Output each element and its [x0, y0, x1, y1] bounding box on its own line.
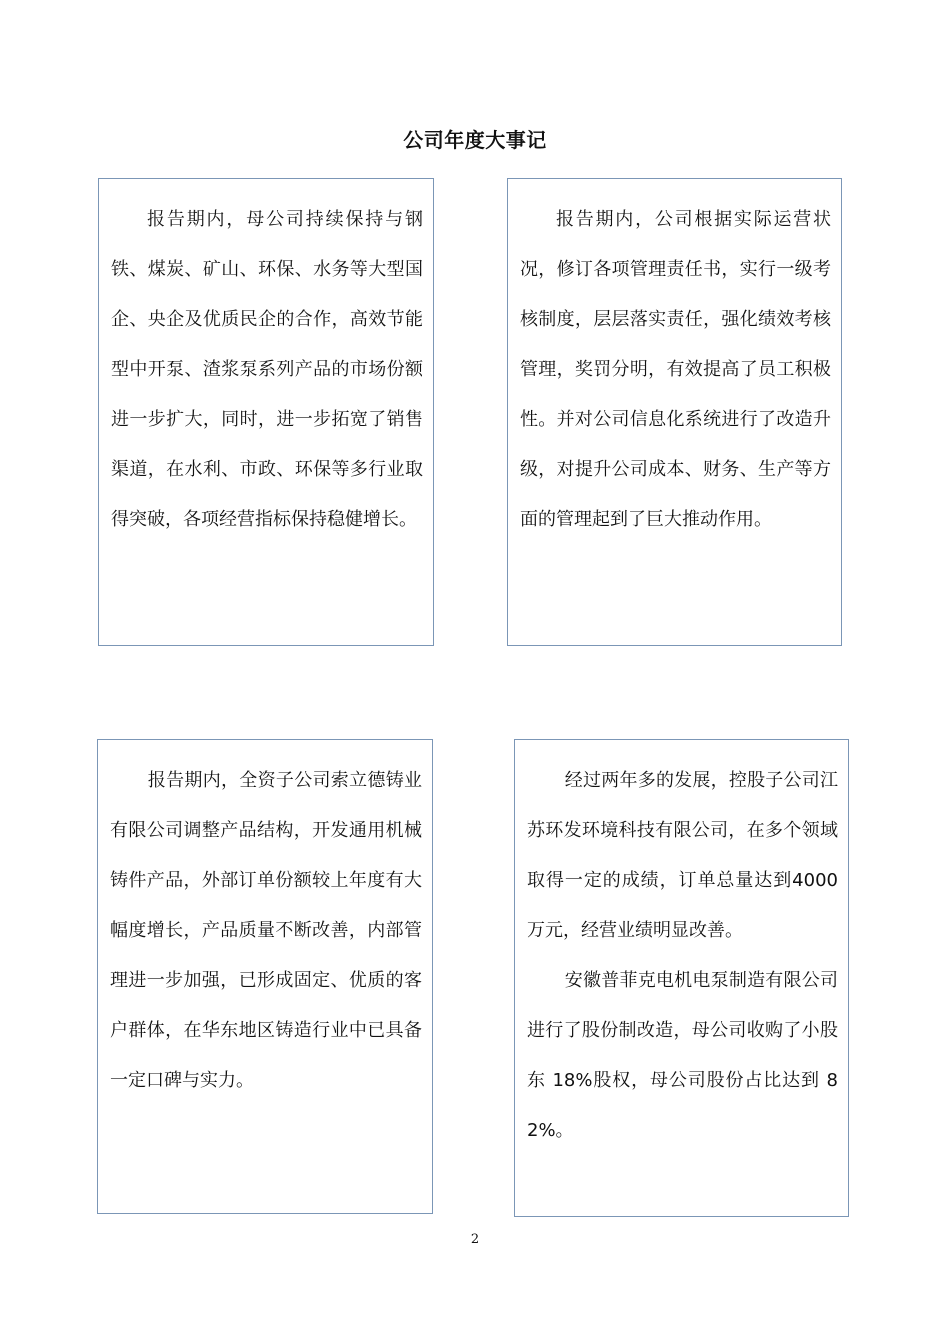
event-paragraph: 报告期内，全资子公司索立德铸业有限公司调整产品结构，开发通用机械铸件产品，外部订单份额较上年度有大幅度增长，产品质量不断改善，内部管理进一步加强，已形成固定、优质的客户群体，在华东地区铸造行业中已具备一定口碑与实力。	[110, 770, 422, 1091]
page-number: 2	[470, 1232, 480, 1247]
event-box-management-reform	[507, 178, 842, 646]
event-box-foundry-subsidiary	[97, 739, 433, 1214]
page-title: 公司年度大事记	[403, 128, 547, 152]
event-paragraph: 安徽普菲克电机电泵制造有限公司进行了股份制改造，母公司收购了小股东 18%股权，母公司股份占比达到 82%。	[527, 970, 838, 1141]
event-box-parent-company-sales	[98, 178, 434, 646]
event-paragraph: 报告期内，公司根据实际运营状况，修订各项管理责任书，实行一级考核制度，层层落实责任，强化绩效考核管理，奖罚分明，有效提高了员工积极性。并对公司信息化系统进行了改造升级，对提升公司成本、财务、生产等方面的管理起到了巨大推动作用。	[520, 209, 831, 530]
event-box-holding-subsidiaries	[514, 739, 849, 1217]
event-paragraph: 经过两年多的发展，控股子公司江苏环发环境科技有限公司，在多个领域取得一定的成绩，订单总量达到4000 万元，经营业绩明显改善。	[527, 770, 838, 941]
event-paragraph: 报告期内，母公司持续保持与钢铁、煤炭、矿山、环保、水务等大型国企、央企及优质民企的合作，高效节能型中开泵、渣浆泵系列产品的市场份额进一步扩大，同时，进一步拓宽了销售渠道，在水利、市政、环保等多行业取得突破，各项经营指标保持稳健增长。	[111, 209, 423, 530]
